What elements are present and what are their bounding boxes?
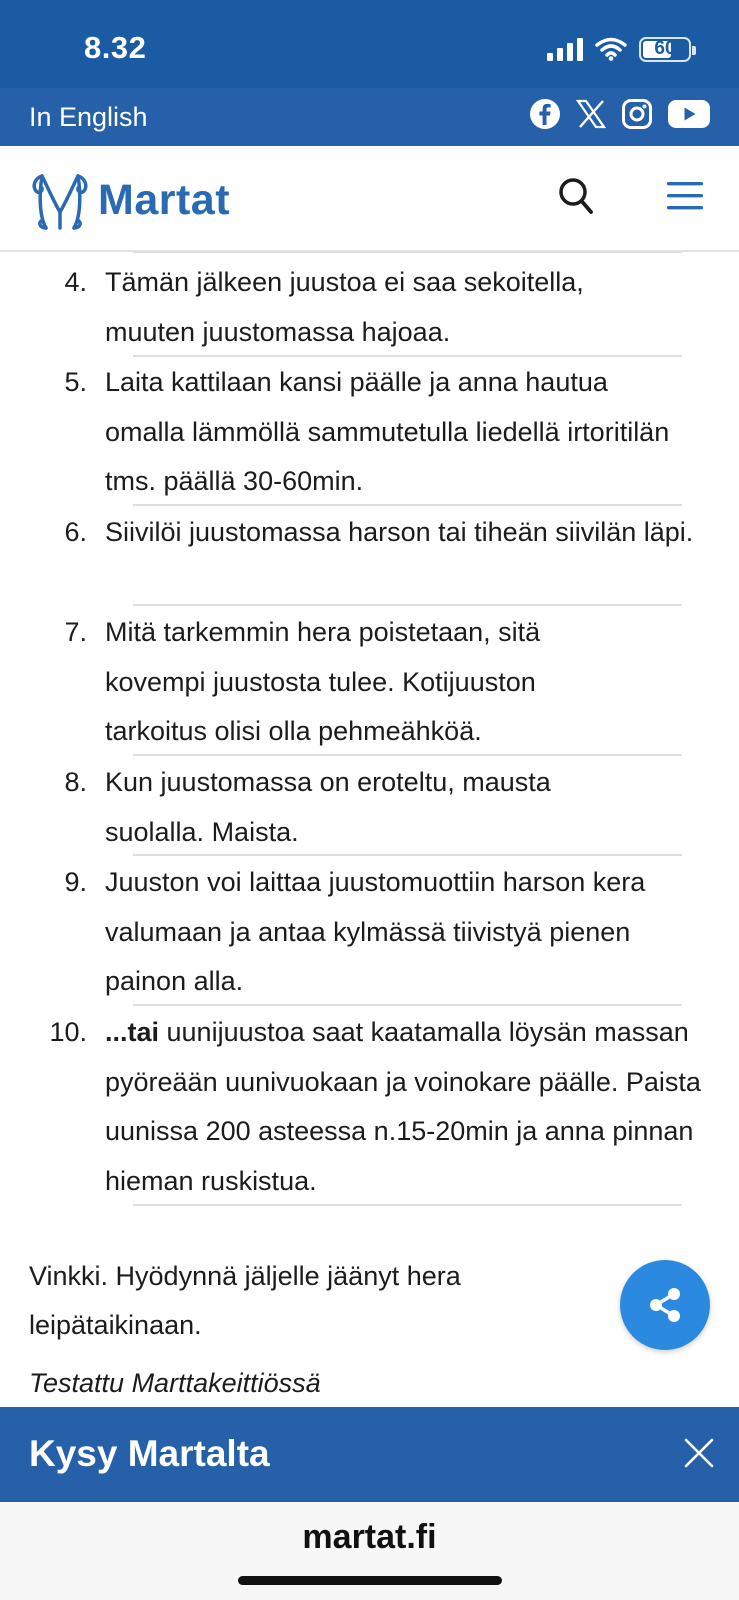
article-content: [0, 252, 739, 1408]
step-number: 8.: [64, 767, 87, 797]
signal-icon: [547, 37, 583, 61]
step-text: Tämän jälkeen juustoa ei saa sekoitella, muuten juustomassa hajoaa.: [105, 267, 584, 347]
step-text-rest: uunijuustoa saat kaatamalla löysän massan pyöreään uunivuokaan ja voinokare päälle. Paista uunissa 200 asteessa n.15-20min ja anna pinnan hieman ruskistua.: [105, 1017, 701, 1196]
logo-text: Martat: [98, 175, 231, 224]
home-indicator[interactable]: [238, 1576, 502, 1585]
close-button[interactable]: [684, 1438, 714, 1473]
divider: [133, 504, 682, 506]
menu-button[interactable]: [666, 180, 704, 217]
step-text: Mitä tarkemmin hera poistetaan, sitä kovempi juustosta tulee. Kotijuuston tarkoitus olisi olla pehmeähköä.: [105, 617, 541, 746]
divider: [133, 252, 682, 253]
step-number: 7.: [64, 617, 87, 647]
status-bar: [0, 0, 739, 88]
in-english-link[interactable]: In English: [29, 102, 148, 132]
step-text: Kun juustomassa on eroteltu, mausta suolalla. Maista.: [105, 767, 551, 847]
step-number: 4.: [64, 267, 87, 297]
facebook-icon[interactable]: [529, 98, 561, 135]
martat-logo[interactable]: [28, 168, 230, 232]
divider: [133, 1004, 682, 1006]
divider: [133, 355, 682, 357]
step-number: 6.: [64, 517, 87, 547]
youtube-icon[interactable]: [667, 98, 711, 135]
step-number: 9.: [64, 867, 87, 897]
x-icon[interactable]: [575, 98, 607, 135]
battery-icon: [639, 37, 691, 62]
battery-level: 60: [654, 37, 676, 59]
step-number: 5.: [64, 367, 87, 397]
step-text: Siivilöi juustomassa harson tai tiheän siivilän läpi.: [105, 517, 694, 547]
wifi-icon: [595, 37, 627, 61]
search-icon: [558, 176, 594, 216]
martat-emblem-icon: [28, 168, 92, 232]
search-button[interactable]: [558, 176, 594, 221]
step-bold-prefix: ...tai: [105, 1017, 160, 1047]
share-icon: [645, 1285, 685, 1325]
divider: [133, 854, 682, 856]
status-time: 8.32: [84, 30, 147, 65]
close-icon: [684, 1438, 714, 1468]
divider: [133, 604, 682, 606]
divider: [133, 1204, 682, 1206]
step-text: [105, 1008, 705, 1206]
share-button[interactable]: [620, 1260, 710, 1350]
instagram-icon[interactable]: [621, 98, 653, 135]
step-text: Juuston voi laittaa juustomuottiin harson kera valumaan ja antaa kylmässä tiivistyä pienen painon alla.: [105, 867, 646, 996]
step-text: Laita kattilaan kansi päälle ja anna hautua omalla lämmöllä sammutetulla liedellä irtoritilän tms. päällä 30-60min.: [105, 367, 670, 496]
tip-text: Vinkki. Hyödynnä jäljelle jäänyt hera leipätaikinaan.: [29, 1261, 461, 1340]
browser-url-bar[interactable]: [0, 1502, 739, 1600]
ask-title: Kysy Martalta: [29, 1433, 270, 1474]
divider: [133, 754, 682, 756]
top-bar: [0, 88, 739, 146]
url-text: martat.fi: [302, 1518, 437, 1556]
social-links: [529, 98, 711, 135]
hamburger-menu-icon: [666, 180, 704, 212]
step-number: 10.: [49, 1017, 87, 1047]
tested-note: Testattu Marttakeittiössä: [29, 1368, 321, 1398]
site-header: [0, 146, 739, 252]
ask-martta-banner[interactable]: [0, 1407, 739, 1502]
status-icons: [547, 34, 691, 64]
